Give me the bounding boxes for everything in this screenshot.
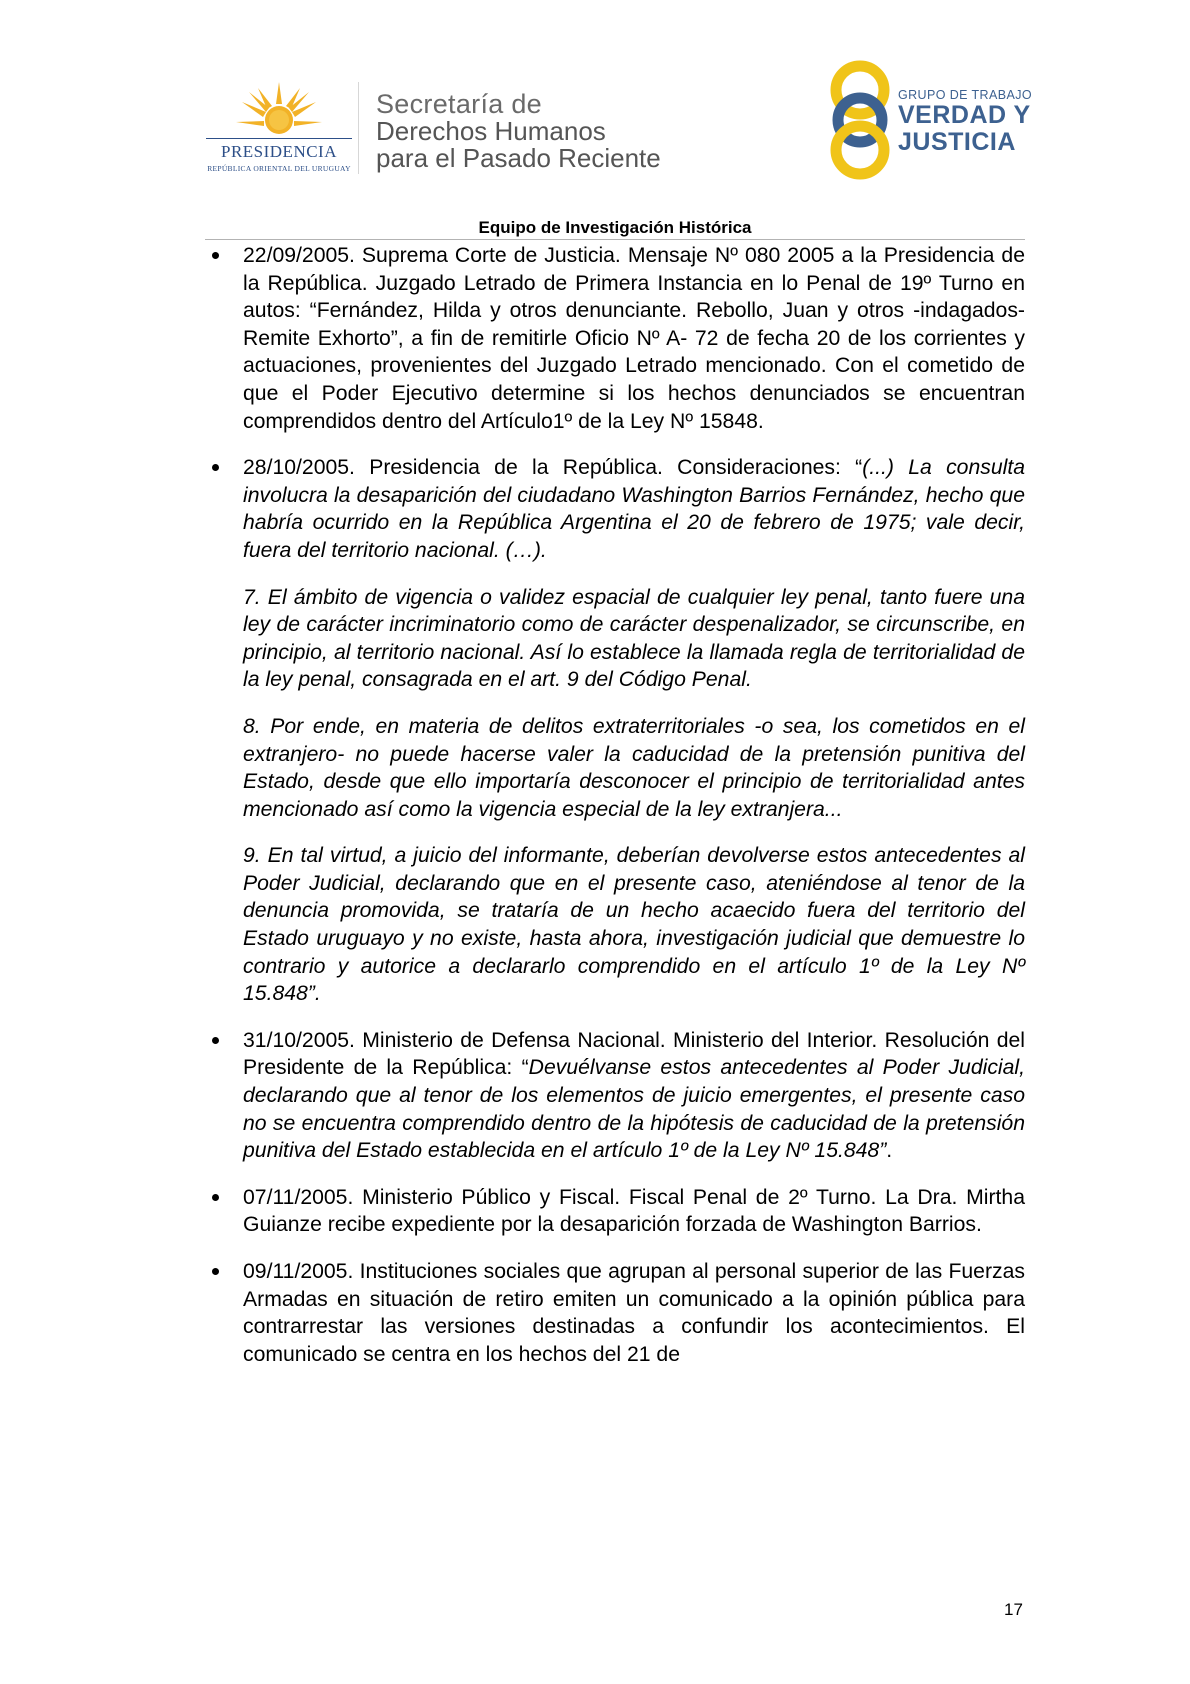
header-divider xyxy=(358,82,359,174)
entry-quote: Devuélvanse estos antecedentes al Poder Judicial, declarando que al tenor de los elementos de juicio emergentes, el presente caso no se encuentra comprendido dentro de la hipótesis de caducidad de la pretensión punitiva del Estado establecida en el artículo 1º de la Ley Nº 15.848” xyxy=(243,1056,1025,1163)
presidencia-subtitle: REPÚBLICA ORIENTAL DEL URUGUAY xyxy=(207,164,351,173)
grupo-trabajo-text xyxy=(898,88,1032,156)
secretaria-line-3: para el Pasado Reciente xyxy=(376,143,661,173)
secretaria-line-2: Derechos Humanos xyxy=(376,116,606,146)
entry-tail: . xyxy=(886,1139,893,1163)
entry-lead: 28/10/2005. Presidencia de la República. Consideraciones: “ xyxy=(243,456,863,480)
entry-text: 07/11/2005. Ministerio Público y Fiscal. Fiscal Penal de 2º Turno. La Dra. Mirtha Guianze recibe expediente por la desaparición forzada de Washington Barrios. xyxy=(243,1185,1025,1237)
sun-emblem-icon xyxy=(236,80,322,140)
list-item xyxy=(205,1184,1025,1239)
team-header: Equipo de Investigación Histórica xyxy=(478,218,752,237)
entry-quote: (...) La consulta involucra la desaparición del ciudadano Washington Barrios Fernández, hecho que habría ocurrido en la República Argentina el 20 de febrero de 1975; vale decir, fuera del territorio nacional. (…). xyxy=(243,456,1025,562)
verdad-justicia-logo-icon xyxy=(820,58,900,182)
bullet-icon xyxy=(212,1268,219,1275)
quote-text: 8. Por ende, en materia de delitos extraterritoriales -o sea, los cometidos en el extranjero- no puede hacerse valer la caducidad de la pretensión punitiva del Estado, desde que ello importaría desconocer el principio de territorialidad antes mencionado así como la vigencia especial de la ley extranjera... xyxy=(243,714,1025,821)
list-item xyxy=(205,1258,1025,1368)
entry-text xyxy=(243,454,1025,564)
bullet-icon xyxy=(212,1194,219,1201)
entry-lead: 31/10/2005. Ministerio de Defensa Nacional. Ministerio del Interior. Resolución del Presidente de la República: “ xyxy=(243,1028,1025,1080)
grupo-line-3: JUSTICIA xyxy=(898,128,1016,156)
list-item xyxy=(205,454,1025,564)
quote-text: 9. En tal virtud, a juicio del informante, deberían devolverse estos antecedentes al Poder Judicial, declarando que en el presente caso, ateniéndose al tenor de la denuncia promovida, se trataría de un hecho acaecido fuera del territorio del Estado uruguayo y no existe, hasta ahora, investigación judicial que demuestre lo contrario y autorice a declararlo comprendido en el artículo 1º de la Ley Nº 15.848”. xyxy=(243,844,1025,1006)
presidencia-logo xyxy=(198,80,360,180)
quoted-paragraph xyxy=(205,584,1025,694)
document-body xyxy=(205,242,1025,1387)
page-number: 17 xyxy=(1004,1600,1023,1619)
bullet-icon xyxy=(212,464,219,471)
header-rule xyxy=(205,239,1025,240)
bullet-icon xyxy=(212,1037,219,1044)
presidencia-name: PRESIDENCIA xyxy=(220,142,337,161)
secretaria-logo-text xyxy=(376,90,661,172)
list-item xyxy=(205,242,1025,435)
list-item xyxy=(205,1027,1025,1165)
entry-text: 09/11/2005. Instituciones sociales que agrupan al personal superior de las Fuerzas Armadas en situación de retiro emiten un comunicado a la opinión pública para contrarrestar las versiones destinadas a confundir los acontecimientos. El comunicado se centra en los hechos del 21 de xyxy=(243,1260,1025,1366)
entry-text xyxy=(243,1027,1025,1165)
secretaria-line-1: Secretaría de xyxy=(376,89,542,119)
quote-text: 7. El ámbito de vigencia o validez espacial de cualquier ley penal, tanto fuere una ley de carácter incriminatorio como de carácter despenalizador, se circunscribe, en principio, al territorio nacional. Así lo establece la llamada regla de territorialidad de la ley penal, consagrada en el art. 9 del Código Penal. xyxy=(243,585,1025,692)
grupo-line-1: GRUPO DE TRABAJO xyxy=(898,88,1032,102)
bullet-icon xyxy=(212,252,219,259)
entry-text: 22/09/2005. Suprema Corte de Justicia. Mensaje Nº 080 2005 a la Presidencia de la República. Juzgado Letrado de Primera Instancia en lo Penal de 19º Turno en autos: “Fernández, Hilda y otros denunciante. Rebollo, Juan y otros -indagados- Remite Exhorto”, a fin de remitirle Oficio Nº A- 72 de fecha 20 de los corrientes y actuaciones, provenientes del Juzgado Letrado mencionado. Con el cometido de que el Poder Ejecutivo determine si los hechos denunciados se encuentran comprendidos dentro del Artículo1º de la Ley Nº 15848. xyxy=(243,244,1025,433)
quoted-paragraph xyxy=(205,842,1025,1008)
presidencia-rule xyxy=(206,138,352,139)
grupo-line-2: VERDAD Y xyxy=(898,101,1031,129)
quoted-paragraph xyxy=(205,713,1025,823)
